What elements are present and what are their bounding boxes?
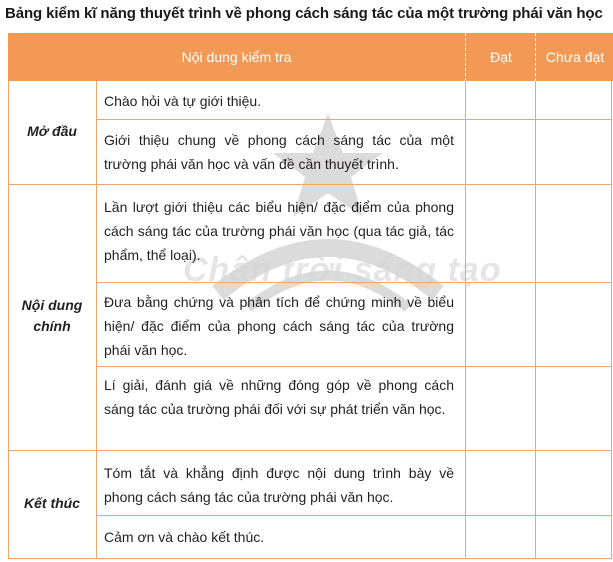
fail-checkbox-cell[interactable] bbox=[537, 121, 610, 183]
row-divider bbox=[96, 366, 612, 367]
pass-checkbox-cell[interactable] bbox=[467, 517, 533, 557]
section-label-main: Nội dung chính bbox=[21, 297, 83, 334]
row-divider bbox=[96, 119, 612, 120]
criterion-text: Lần lượt giới thiệu các biểu hiện/ đặc điểm của phong cách sáng tác của trường phái văn học (qua tác giả, tác phẩm, thể loại). bbox=[104, 199, 454, 263]
fail-checkbox-cell[interactable] bbox=[537, 83, 610, 118]
table-title: Bảng kiểm kĩ năng thuyết trình về phong cách sáng tác của một trường phái văn học bbox=[5, 5, 603, 22]
criterion-text: Chào hỏi và tự giới thiệu. bbox=[104, 93, 262, 109]
pass-checkbox-cell[interactable] bbox=[467, 186, 533, 281]
row-divider bbox=[96, 515, 612, 516]
fail-checkbox-cell[interactable] bbox=[537, 186, 610, 281]
watermark-text: Chân trời sáng tạo bbox=[183, 251, 502, 289]
pass-checkbox-cell[interactable] bbox=[467, 284, 533, 365]
header-fail: Chưa đạt bbox=[535, 33, 613, 81]
criterion-text: Tóm tắt và khẳng định được nội dung trình bày về phong cách sáng tác của trường phái văn học. bbox=[104, 465, 454, 505]
checklist-table bbox=[8, 33, 613, 559]
pass-checkbox-cell[interactable] bbox=[467, 83, 533, 118]
header-content: Nội dung kiểm tra bbox=[8, 33, 465, 81]
fail-checkbox-cell[interactable] bbox=[537, 284, 610, 365]
pass-checkbox-cell[interactable] bbox=[467, 121, 533, 183]
table-bottom-border bbox=[8, 558, 612, 559]
section-divider-1 bbox=[8, 184, 612, 185]
criterion-text: Cảm ơn và chào kết thúc. bbox=[104, 529, 265, 545]
criterion-text: Giới thiệu chung về phong cách sáng tác của một trường phái văn học và vấn đề cần thuyết trình. bbox=[104, 132, 454, 172]
section-divider-2 bbox=[8, 450, 612, 451]
fail-column-divider bbox=[535, 81, 536, 559]
pass-checkbox-cell[interactable] bbox=[467, 368, 533, 449]
fail-checkbox-cell[interactable] bbox=[537, 452, 610, 514]
pass-checkbox-cell[interactable] bbox=[467, 452, 533, 514]
criterion-text: Lí giải, đánh giá về những đóng góp về phong cách sáng tác của trường phái đối với sự phát triển văn học. bbox=[104, 377, 454, 417]
table-right-border bbox=[611, 81, 612, 559]
table-left-border bbox=[8, 81, 9, 559]
fail-checkbox-cell[interactable] bbox=[537, 517, 610, 557]
header-pass: Đạt bbox=[465, 33, 536, 81]
row-divider bbox=[96, 282, 612, 283]
pass-column-divider bbox=[465, 81, 466, 559]
section-label-opening: Mở đầu bbox=[27, 123, 77, 139]
section-label-closing: Kết thúc bbox=[24, 495, 80, 511]
fail-checkbox-cell[interactable] bbox=[537, 368, 610, 449]
criterion-text: Đưa bằng chứng và phân tích để chứng minh về biểu hiện/ đặc điểm của phong cách sáng tác của trường phái văn học. bbox=[104, 294, 454, 358]
section-column-divider bbox=[96, 81, 97, 559]
